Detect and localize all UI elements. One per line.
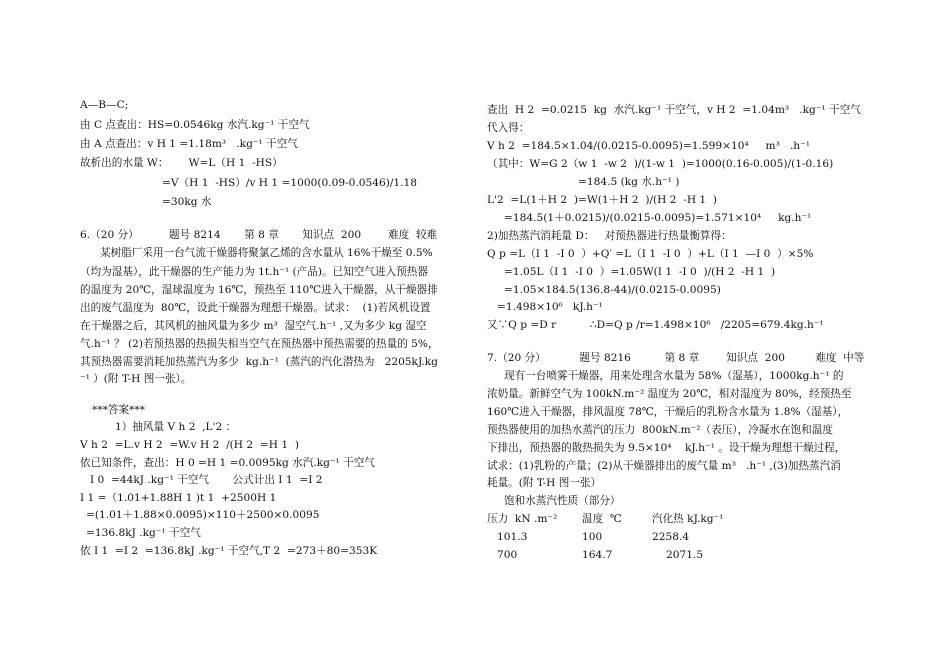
table-cell: 2258.4	[652, 531, 690, 543]
text-line: =30kg 水	[162, 196, 212, 208]
text-line: ⁻¹ ）(附 T-H 图一张）。	[80, 373, 192, 385]
text-line: I 0 =44kJ .kg⁻¹ 干空气 公式计出 I 1 =I 2	[90, 474, 323, 486]
text-line: 又∵Q p =D r ∴D=Q p /r=1.498×10⁶ /2205=679.4kg.h⁻¹	[487, 319, 824, 331]
text-line: 故析出的水量 W： W=L（H 1 -HS）	[80, 157, 283, 169]
text-line: 的温度为 20℃，湿球温度为 16℃，预热至 110℃进入干燥器，从干燥器排	[80, 284, 438, 296]
text-line: =(1.01＋1.88×0.0095)×110＋2500×0.0095	[86, 509, 320, 521]
text-line: （均为湿基），此干燥器的生产能力为 1t.h⁻¹ (产品)。已知空气进入预热器	[80, 266, 428, 278]
table-cell: 100	[582, 531, 603, 543]
text-line: 在干燥器之后，其风机的抽风量为多少 m³ 湿空气.h⁻¹ ,又为多少 kg 湿空	[80, 320, 427, 332]
table-header-pressure: 压力 kN .m⁻²	[487, 513, 558, 525]
text-line: 气.h⁻¹ ？ (2)若预热器的热损失相当空气在预热器中预热需要的热量的 5%，	[80, 338, 439, 350]
text-line: =184.5 (kg 水.h⁻¹ )	[578, 176, 680, 188]
text-line: 其预热器需要消耗加热蒸汽为多少 kg.h⁻¹ (蒸汽的汽化潜热为 2205kJ.kg	[80, 356, 438, 368]
text-line: 现有一台喷雾干燥器，用来处理含水量为 58%（湿基），1000kg.h⁻¹ 的	[504, 370, 844, 382]
text-line: 某树脂厂采用一台气流干燥器将聚氯乙烯的含水量从 16%干燥至 0.5%	[100, 247, 433, 259]
problem-7-header: 7.（20 分） 题号 8216 第 8 章 知识点 200 难度 中等	[487, 352, 865, 364]
text-line: I 1 =（1.01+1.88H 1 )t 1 +2500H 1	[80, 492, 277, 504]
text-line: =V（H 1 -HS）/v H 1 =1000(0.09-0.0546)/1.18	[162, 177, 417, 189]
text-line: 查出 H 2 =0.0215 kg 水汽.kg⁻¹ 干空气，v H 2 =1.04m³ .kg⁻¹ 干空气	[487, 104, 861, 116]
text-line: V h 2 =L.v H 2 =W.v H 2 /(H 2 =H 1 )	[80, 439, 299, 451]
text-line: =184.5(1＋0.0215)/(0.0215-0.0095)=1.571×10⁴ kg.h⁻¹	[504, 212, 812, 224]
table-header-latent-heat: 汽化热 kJ.kg⁻¹	[652, 513, 724, 525]
text-line: Q p =L（I 1 -I 0 ）+Q′ =L（I 1 -I 0 ）+L（I 1 —I 0 ）×5%	[487, 248, 814, 260]
table-cell: 700	[497, 549, 518, 561]
text-line: 2)加热蒸汽消耗量 D： 对预热器进行热量衡算得：	[487, 230, 732, 242]
text-line: 代入得：	[487, 122, 530, 134]
text-line: 依 I 1 =I 2 =136.8kJ .kg⁻¹ 干空气,T 2 =273＋80=353K	[80, 545, 378, 557]
problem-6-header: 6.（20 分） 题号 8214 第 8 章 知识点 200 难度 较难	[80, 229, 438, 241]
table-cell: 101.3	[497, 531, 528, 543]
text-line: 预热器使用的加热水蒸汽的压力 800kN.m⁻²（表压），冷凝水在饱和温度	[487, 424, 833, 436]
text-line: （其中：W=G 2（w 1 -w 2 )/(1-w 1 )=1000(0.16-0.005)/(1-0.16)	[487, 158, 834, 170]
text-line: V h 2 =184.5×1.04/(0.0215-0.0095)=1.599×10⁴ m³ .h⁻¹	[487, 140, 810, 152]
text-line: 依已知条件，查出：H 0 =H 1 =0.0095kg 水汽.kg⁻¹ 干空气	[80, 457, 375, 469]
text-line: 出的废气温度为 80℃，设此干燥器为理想干燥器。试求： (1)若风机设置	[80, 302, 431, 314]
text-line: =1.05L（I 1 -I 0 ）=1.05W(I 1 -I 0 )/(H 2 -H 1 )	[504, 266, 776, 278]
text-line: 试求：(1)乳粉的产量；(2)从干燥器排出的废气量 m³ .h⁻¹ ,(3)加热蒸汽消	[487, 460, 841, 472]
table-caption: 饱和水蒸汽性质（部分）	[504, 495, 621, 507]
table-header-temperature: 温度 ℃	[582, 513, 622, 525]
text-line: 160℃进入干燥器，排风温度 78℃，干燥后的乳粉含水量为 1.8%（湿基），	[487, 406, 849, 418]
text-line: =1.05×184.5(136.8-44)/(0.0215-0.0095)	[504, 284, 721, 296]
text-line: 由 A 点查出：v H 1 =1.18m³ .kg⁻¹ 干空气	[80, 138, 298, 150]
table-cell: 164.7	[582, 549, 613, 561]
text-line: 由 C 点查出：HS=0.0546kg 水汽.kg⁻¹ 干空气	[80, 119, 310, 131]
text-line: 下排出，预热器的散热损失为 9.5×10⁴ kJ.h⁻¹ 。设干燥为理想干燥过程，	[487, 442, 846, 454]
text-line: 1）抽风量 V h 2 ,L'2 ：	[115, 421, 237, 433]
text-line: 耗量。(附 T-H 图一张）	[487, 477, 602, 489]
text-line: L'2 =L(1＋H 2 )=W(1＋H 2 )/(H 2 -H 1 )	[487, 194, 718, 206]
text-line: A—B—C;	[80, 99, 129, 111]
answer-heading: ***答案***	[92, 404, 145, 416]
table-cell: 2071.5	[666, 549, 704, 561]
text-line: 浓奶量。新鲜空气为 100kN.m⁻² 温度为 20℃，相对湿度为 80%，经预热至	[487, 388, 852, 400]
text-line: =136.8kJ .kg⁻¹ 干空气	[86, 527, 201, 539]
text-line: =1.498×10⁶ kJ.h⁻¹	[497, 301, 603, 313]
